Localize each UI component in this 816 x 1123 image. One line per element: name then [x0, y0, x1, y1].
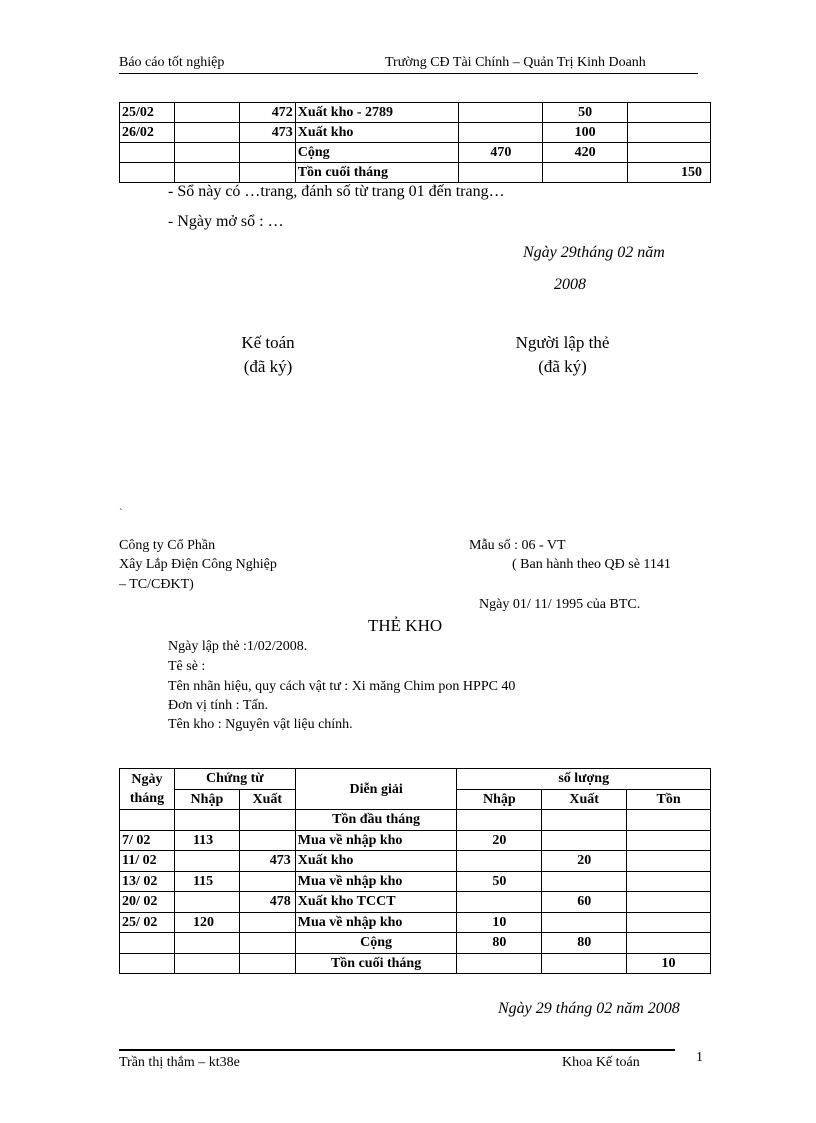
note-open-date: - Ngày mở sổ : …	[168, 213, 284, 230]
cell	[627, 830, 711, 851]
cell: Mua về nhập kho	[295, 871, 457, 892]
cell	[459, 163, 543, 183]
cell	[628, 123, 711, 143]
issued-cont: – TC/CĐKT)	[119, 577, 194, 592]
cell	[457, 851, 542, 872]
cell: 478	[239, 892, 295, 913]
table-row	[120, 123, 711, 143]
header-desc: Diễn giải	[295, 769, 457, 810]
cell	[542, 830, 627, 851]
header-right: Trường CĐ Tài Chính – Quản Trị Kinh Doanh	[385, 55, 646, 70]
cell: Tồn cuối tháng	[295, 163, 459, 183]
stray-mark: `	[119, 507, 123, 519]
issued-date: Ngày 01/ 11/ 1995 của BTC.	[479, 597, 641, 612]
total-label: Cộng	[295, 933, 457, 954]
cell: 26/02	[120, 123, 175, 143]
header-qty-out: Xuất	[542, 789, 627, 810]
signature-right-title: Người lập thẻ	[515, 333, 610, 352]
table-row	[120, 143, 711, 163]
cell	[627, 912, 711, 933]
table-row	[120, 892, 711, 913]
cell	[543, 163, 628, 183]
cell: Xuất kho	[295, 123, 459, 143]
card-sheet-no: Tê sè :	[168, 659, 206, 674]
cell: 7/ 02	[120, 830, 175, 851]
cell	[239, 830, 295, 851]
cell: 100	[543, 123, 628, 143]
cell: 10	[457, 912, 542, 933]
cell: 473	[239, 123, 295, 143]
header-doc-out: Xuất	[239, 789, 295, 810]
signature-right-status: (đã ký)	[538, 357, 587, 376]
cell	[459, 103, 543, 123]
date-line-a: Ngày 29tháng 02 năm	[523, 244, 665, 261]
page-number: 1	[696, 1050, 703, 1065]
footer-right: Khoa Kế toán	[562, 1055, 640, 1070]
cell: Cộng	[295, 143, 459, 163]
header-qty-bal: Tồn	[627, 789, 711, 810]
cell	[239, 912, 295, 933]
cell: 60	[542, 892, 627, 913]
cell	[627, 892, 711, 913]
cell: 50	[543, 103, 628, 123]
header-date-1: Ngày	[131, 772, 163, 787]
footer-rule	[119, 1049, 675, 1051]
cell: 115	[174, 871, 239, 892]
table-row	[120, 953, 711, 974]
cell: 11/ 02	[120, 851, 175, 872]
cell	[239, 163, 295, 183]
cell: 470	[459, 143, 543, 163]
cell	[174, 123, 239, 143]
cell: 120	[174, 912, 239, 933]
table-row	[120, 810, 711, 831]
cell: Xuất kho	[295, 851, 457, 872]
company-line-2: Xây Lắp Điện Công Nghiệp	[119, 557, 277, 572]
closing-label: Tồn cuối tháng	[295, 953, 457, 974]
cell: 473	[239, 851, 295, 872]
table-row	[120, 912, 711, 933]
form-number: Mẫu số : 06 - VT	[469, 538, 566, 553]
cell	[628, 103, 711, 123]
table-row	[120, 103, 711, 123]
cell	[542, 871, 627, 892]
company-line-1: Công ty Cổ Phần	[119, 538, 216, 553]
cell: 20/ 02	[120, 892, 175, 913]
table-row	[120, 830, 711, 851]
signature-left-status: (đã ký)	[243, 357, 293, 376]
header-qty: số lượng	[457, 769, 711, 790]
signature-left-title: Kế toán	[241, 333, 295, 352]
cell	[174, 163, 239, 183]
header-qty-in: Nhập	[457, 789, 542, 810]
opening-label: Tồn đầu tháng	[295, 810, 457, 831]
card-unit: Đơn vị tính : Tấn.	[168, 698, 269, 713]
header-date-2: tháng	[129, 791, 165, 806]
table-row	[120, 871, 711, 892]
header-doc: Chứng từ	[174, 769, 295, 790]
stock-table	[119, 768, 711, 974]
closing-balance: 10	[627, 953, 711, 974]
card-date: Ngày lập thẻ :1/02/2008.	[168, 639, 308, 654]
header-rule	[119, 73, 698, 74]
cell: 472	[239, 103, 295, 123]
issued-by: ( Ban hành theo QĐ sè 1141	[512, 557, 671, 572]
cell: 20	[457, 830, 542, 851]
header-date	[120, 769, 175, 810]
cell: 113	[174, 830, 239, 851]
top-table	[119, 102, 711, 183]
cell	[174, 892, 239, 913]
total-out: 80	[542, 933, 627, 954]
cell: Xuất kho TCCT	[295, 892, 457, 913]
cell: 25/02	[120, 103, 175, 123]
cell	[628, 143, 711, 163]
cell	[239, 871, 295, 892]
card-title: THẺ KHO	[368, 616, 443, 635]
bottom-date: Ngày 29 tháng 02 năm 2008	[498, 1000, 680, 1017]
cell	[120, 163, 175, 183]
cell	[174, 143, 239, 163]
cell: Mua về nhập kho	[295, 830, 457, 851]
date-line-b: 2008	[554, 276, 586, 293]
table-row	[120, 933, 711, 954]
cell	[120, 143, 175, 163]
cell: 20	[542, 851, 627, 872]
cell: 420	[543, 143, 628, 163]
cell	[627, 871, 711, 892]
cell	[542, 912, 627, 933]
cell	[457, 892, 542, 913]
cell	[239, 143, 295, 163]
total-in: 80	[457, 933, 542, 954]
cell: 150	[628, 163, 711, 183]
cell	[174, 103, 239, 123]
table-row	[120, 163, 711, 183]
cell	[174, 851, 239, 872]
cell: Mua về nhập kho	[295, 912, 457, 933]
cell: 25/ 02	[120, 912, 175, 933]
cell: 13/ 02	[120, 871, 175, 892]
cell: Xuất kho - 2789	[295, 103, 459, 123]
card-item: Tên nhãn hiệu, quy cách vật tư : Xi măng Chim pon HPPC 40	[168, 679, 516, 694]
cell	[627, 851, 711, 872]
card-warehouse: Tên kho : Nguyên vật liệu chính.	[168, 717, 353, 732]
header-doc-in: Nhập	[174, 789, 239, 810]
table-row	[120, 851, 711, 872]
cell	[459, 123, 543, 143]
cell: 50	[457, 871, 542, 892]
table-header-row	[120, 769, 711, 790]
header-left: Báo cáo tốt nghiệp	[119, 55, 225, 70]
footer-left: Trần thị thắm – kt38e	[119, 1055, 240, 1070]
note-pages: - Sổ này có …trang, đánh số từ trang 01 đến trang…	[168, 183, 505, 200]
